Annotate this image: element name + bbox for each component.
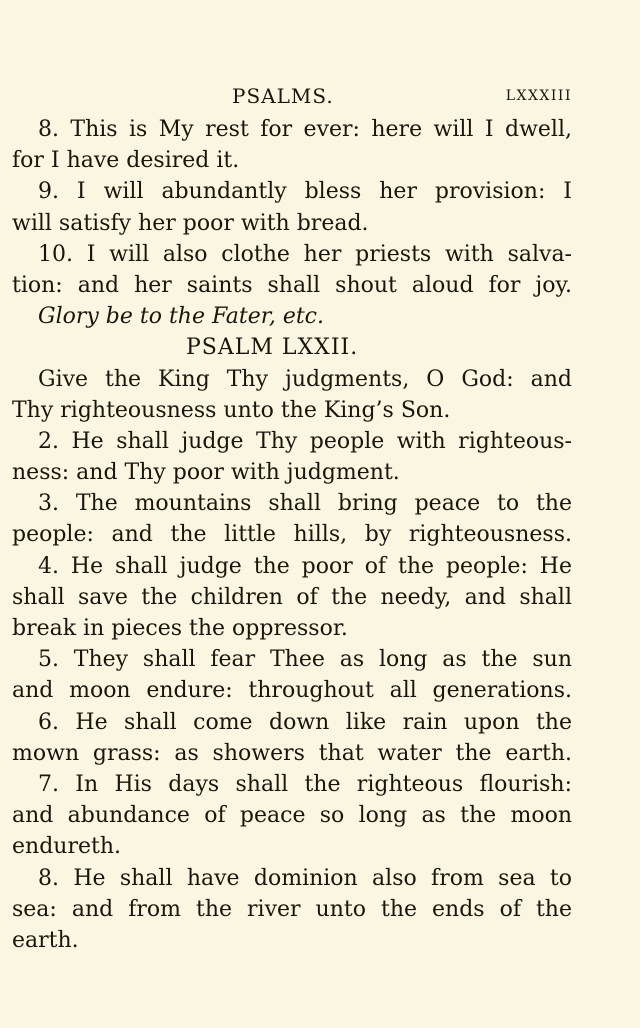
verse-line: and abundance of peace so long as the moon: [12, 803, 572, 829]
verse-line: break in pieces the oppressor.: [12, 616, 348, 641]
verse-line: 10. I will also clothe her priests with salva-: [38, 241, 572, 267]
verse-line: 8. This is My rest for ever: here will I dwell,: [38, 117, 572, 142]
gloria-patri: Glory be to the Fater, etc.: [38, 304, 324, 330]
verse-line: ness: and Thy poor with judgment.: [12, 460, 400, 486]
verse-line: 2. He shall judge Thy people with righteous-: [38, 428, 572, 454]
running-head: [0, 84, 640, 112]
verse-line: and moon endure: throughout all generations.: [12, 678, 572, 704]
running-title: PSALMS.: [232, 84, 334, 108]
verse-line: 8. He shall have dominion also from sea to: [38, 865, 572, 891]
verse-line: 9. I will abundantly bless her provision: I: [38, 179, 572, 205]
verse-line: 7. In His days shall the righteous flourish:: [38, 771, 572, 797]
psalm-heading: PSALM LXXII.: [186, 335, 359, 361]
verse-line: 6. He shall come down like rain upon the: [38, 709, 572, 735]
verse-line: endureth.: [12, 834, 121, 860]
verse-line: earth.: [12, 927, 79, 953]
psalm-text: [12, 114, 572, 956]
verse-line: tion: and her saints shall shout aloud for joy.: [12, 272, 572, 298]
verse-line: Thy righteousness unto the King’s Son.: [12, 397, 451, 423]
verse-line: 3. The mountains shall bring peace to the: [38, 491, 572, 517]
verse-line: for I have desired it.: [12, 148, 240, 174]
verse-line: shall save the children of the needy, and shall: [12, 584, 572, 610]
verse-line: 4. He shall judge the poor of the people: He: [38, 553, 572, 579]
verse-line: mown grass: as showers that water the earth.: [12, 740, 572, 766]
verse-line: sea: and from the river unto the ends of the: [12, 896, 572, 922]
verse-line: Give the King Thy judgments, O God: and: [38, 366, 572, 392]
verse-line: 5. They shall fear Thee as long as the sun: [38, 647, 572, 673]
page-number: LXXXIII: [505, 88, 572, 104]
verse-line: will satisfy her poor with bread.: [12, 210, 369, 236]
verse-line: people: and the little hills, by righteousness.: [12, 522, 572, 548]
